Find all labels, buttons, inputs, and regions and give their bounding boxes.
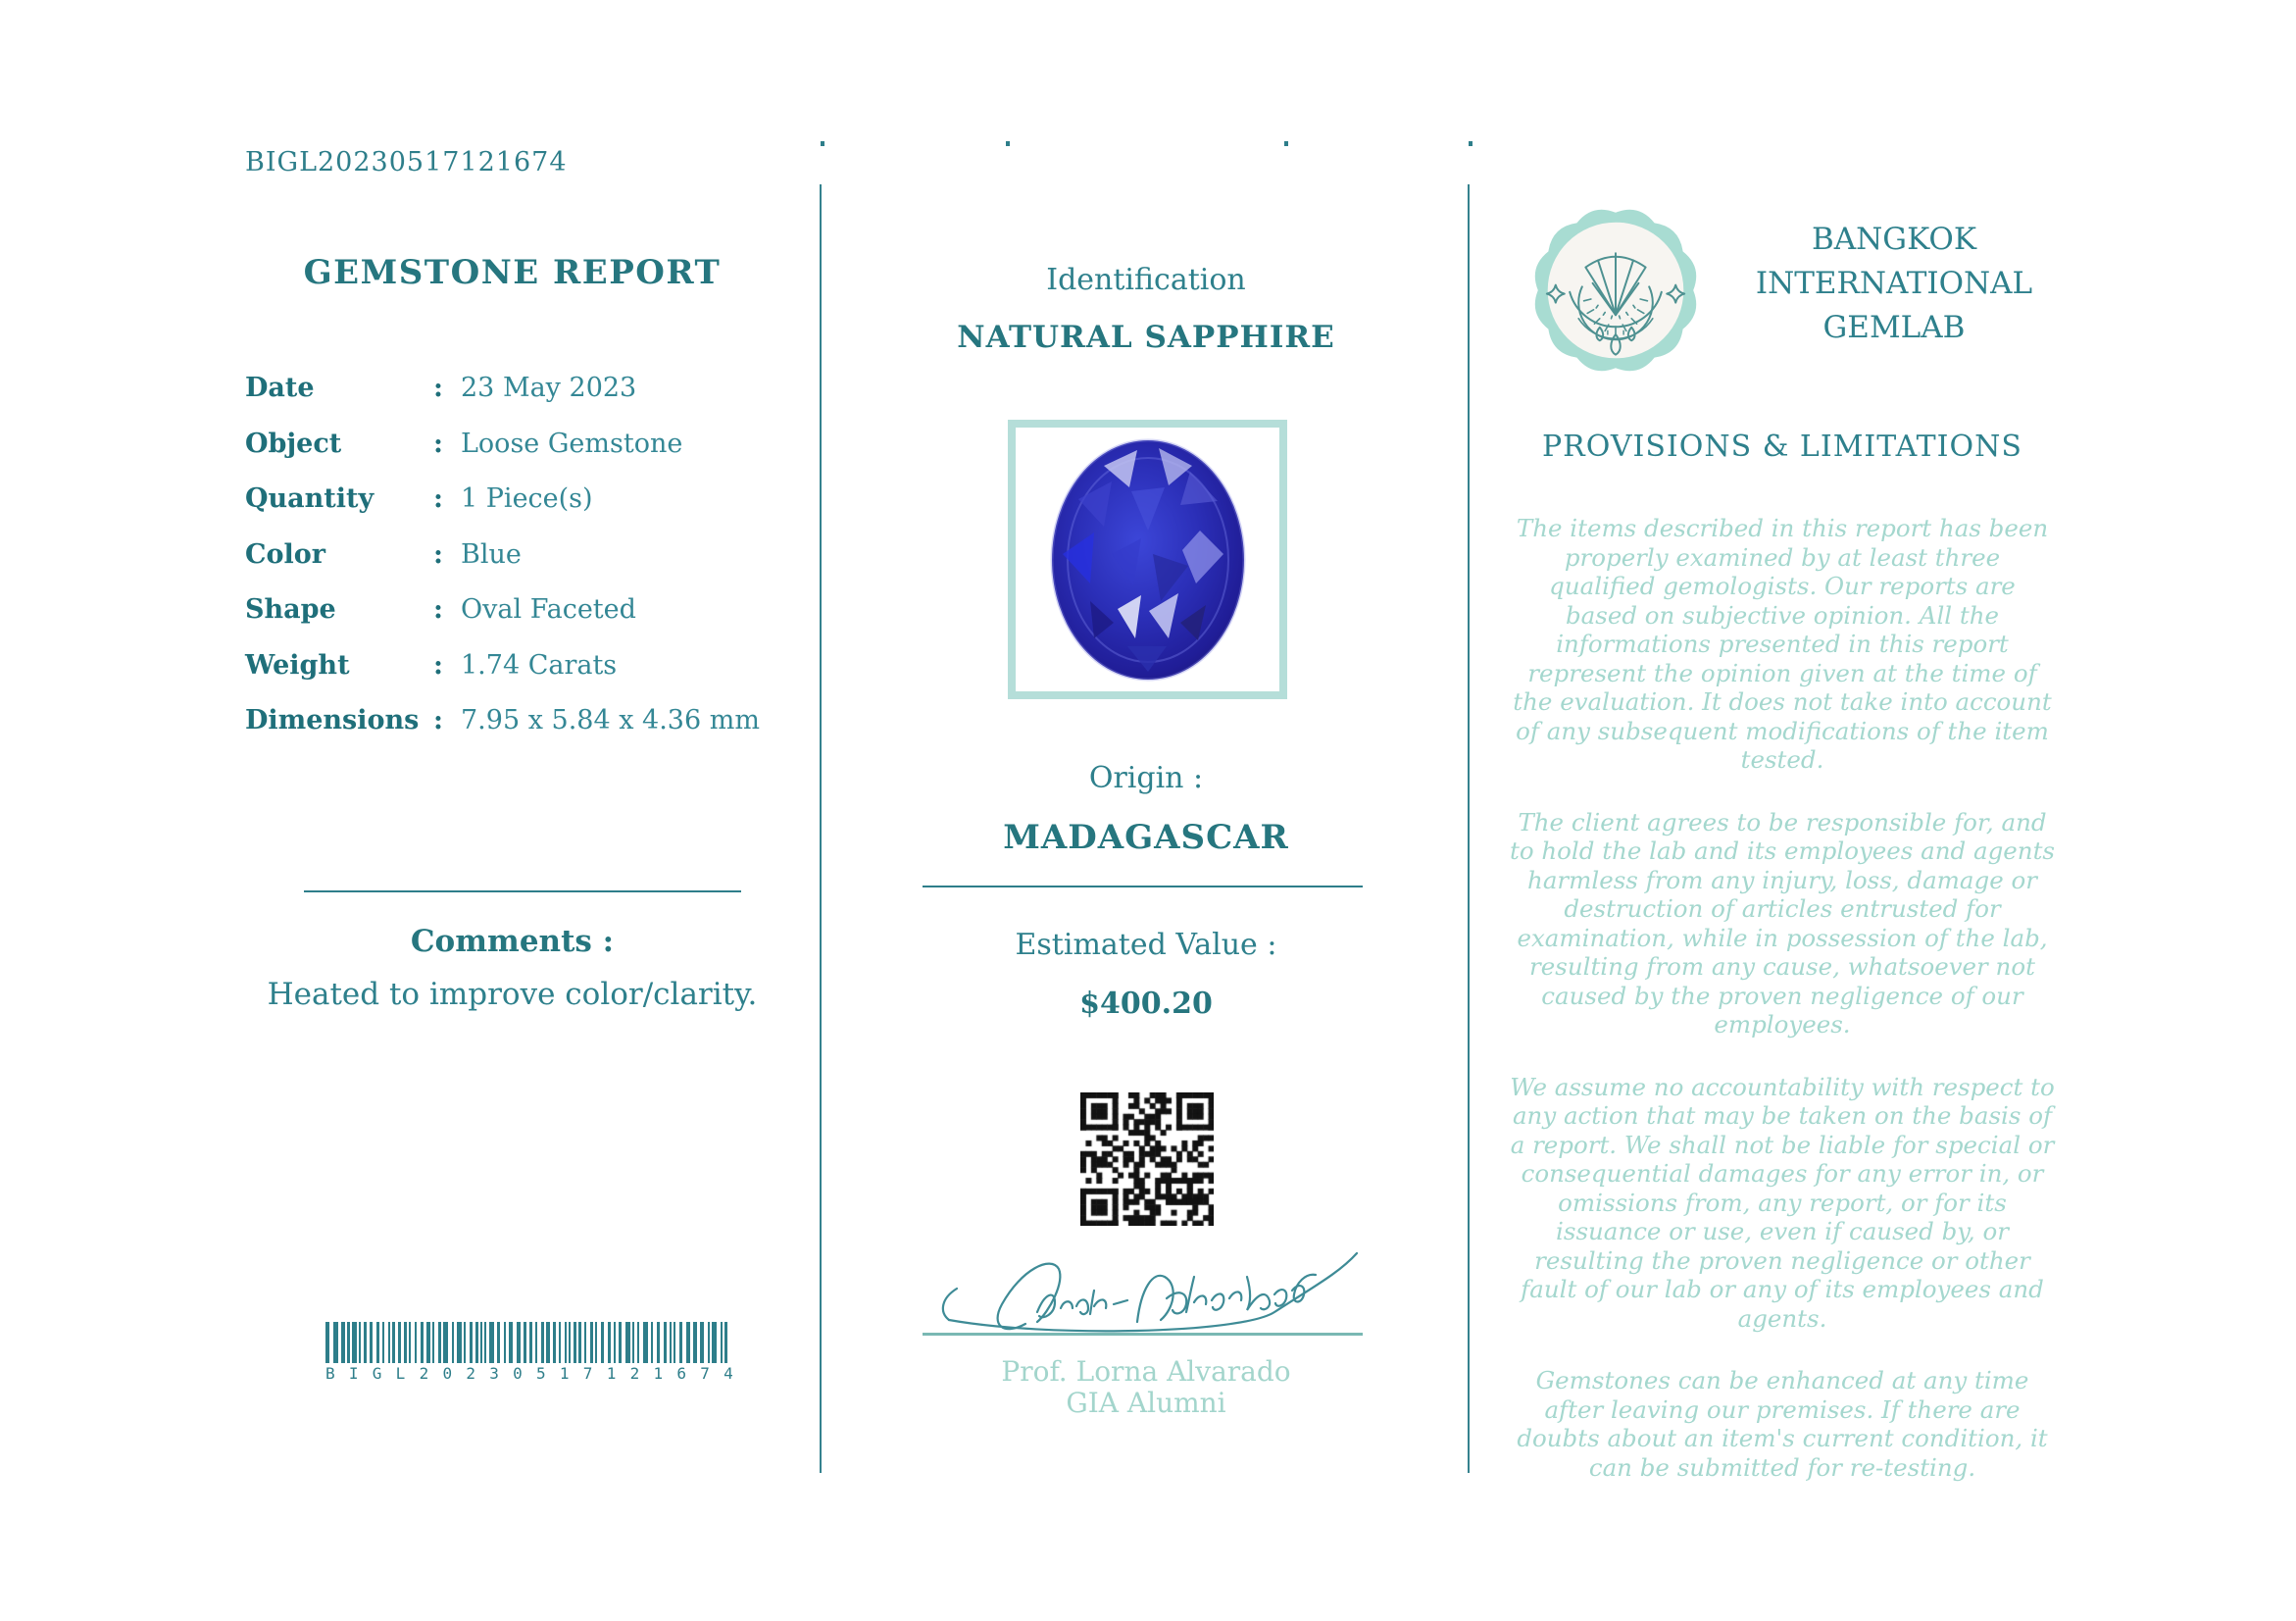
barcode-bar (637, 1322, 639, 1363)
barcode-char: 1 (606, 1364, 617, 1383)
barcode-bar (670, 1322, 672, 1363)
barcode-bar (347, 1322, 350, 1363)
barcode-bar (489, 1322, 494, 1363)
provisions-paragraph: The items described in this report has been properly examined by at least three qualified gemologists. Our reports are based on subjective opinion. All the informations presented in this report represent the opinion given at the time of the evaluation. It does not take into account of any subsequent modifications of the item tested. (1513, 514, 2052, 774)
comments-text: Heated to improve color/clarity. (267, 977, 758, 1012)
origin-value: MADAGASCAR (1003, 818, 1289, 857)
barcode-bar (657, 1322, 660, 1363)
barcode-bar (679, 1322, 682, 1363)
lab-badge-icon (1527, 202, 1704, 379)
barcode-bar (364, 1322, 367, 1363)
barcode-char: 6 (676, 1364, 686, 1383)
barcode-bar (625, 1322, 630, 1363)
field-value: 1.74 Carats (461, 649, 618, 681)
barcode-char: 5 (536, 1364, 546, 1383)
identification-heading: Identification (1046, 263, 1246, 297)
barcode-bar (443, 1322, 448, 1363)
field-row (245, 373, 794, 429)
barcode-bar (470, 1322, 473, 1363)
qr-code-icon (1080, 1092, 1214, 1226)
field-value: Oval Faceted (461, 594, 636, 625)
field-value: 7.95 x 5.84 x 4.36 mm (461, 705, 760, 735)
barcode-char: 7 (582, 1364, 593, 1383)
field-label: Shape (245, 594, 336, 625)
provisions-paragraph: Gemstones can be enhanced at any time after leaving our premises. If there are doubts about an item's current condition, it can be submitted for re-testing. (1517, 1366, 2048, 1482)
field-label: Color (245, 538, 325, 570)
barcode (325, 1322, 733, 1383)
barcode-bar (352, 1322, 357, 1363)
barcode-bar (686, 1322, 690, 1363)
field-row (245, 429, 794, 484)
barcode-bar (370, 1322, 373, 1363)
barcode-bar (398, 1322, 401, 1363)
barcode-bar (693, 1322, 697, 1363)
barcode-bar (388, 1322, 390, 1363)
field-value: 1 Piece(s) (461, 483, 593, 514)
barcode-char: I (348, 1364, 359, 1383)
field-label: Dimensions (245, 705, 420, 735)
crop-mark-dot (1469, 141, 1472, 146)
barcode-bar (333, 1322, 338, 1363)
barcode-char: L (395, 1364, 406, 1383)
barcode-char: 3 (489, 1364, 499, 1383)
barcode-bar (541, 1322, 544, 1363)
signature-icon (929, 1243, 1365, 1338)
barcode-bar (415, 1322, 417, 1363)
comments-heading: Comments : (410, 924, 615, 959)
barcode-bar (457, 1322, 462, 1363)
barcode-bar (590, 1322, 593, 1363)
barcode-bar (712, 1322, 717, 1363)
field-row (245, 650, 794, 706)
barcode-bar (674, 1322, 675, 1363)
field-row (245, 705, 794, 761)
barcode-bar (632, 1322, 634, 1363)
estimated-value-heading: Estimated Value : (1015, 928, 1277, 962)
barcode-bar (382, 1322, 384, 1363)
barcode-bar (409, 1322, 411, 1363)
field-separator: : (433, 428, 443, 459)
barcode-bar (608, 1322, 611, 1363)
barcode-bar (464, 1322, 466, 1363)
field-label: Weight (245, 649, 350, 681)
barcode-bar (700, 1322, 704, 1363)
field-separator: : (433, 538, 443, 570)
barcode-bar (601, 1322, 604, 1363)
field-separator: : (433, 483, 443, 514)
barcode-bar (426, 1322, 430, 1363)
barcode-bar (517, 1322, 521, 1363)
origin-heading: Origin : (1088, 761, 1204, 795)
gemstone-photo-frame (1008, 420, 1287, 699)
barcode-bar (475, 1322, 478, 1363)
barcode-bar (325, 1322, 329, 1363)
crop-mark-dot (821, 141, 824, 146)
lab-name-line: GEMLAB (1822, 310, 1966, 345)
barcode-bar (664, 1322, 667, 1363)
barcode-bar (565, 1322, 567, 1363)
barcode-bar (721, 1322, 723, 1363)
barcode-bar (643, 1322, 648, 1363)
barcode-bar (546, 1322, 550, 1363)
origin-value-divider (923, 886, 1363, 887)
barcode-char: 0 (513, 1364, 523, 1383)
barcode-bar (497, 1322, 500, 1363)
barcode-char: 0 (442, 1364, 453, 1383)
provisions-heading: PROVISIONS & LIMITATIONS (1542, 430, 2022, 464)
signer-title: GIA Alumni (1066, 1387, 1226, 1419)
barcode-char: G (372, 1364, 382, 1383)
barcode-bar (359, 1322, 361, 1363)
barcode-bar (724, 1322, 727, 1363)
barcode-bar (614, 1322, 616, 1363)
barcode-bar (341, 1322, 345, 1363)
comments-divider (304, 890, 741, 892)
barcode-bar (651, 1322, 653, 1363)
barcode-bar (574, 1322, 576, 1363)
lab-name (1727, 218, 2061, 350)
barcode-bar (553, 1322, 556, 1363)
barcode-bar (708, 1322, 710, 1363)
field-row (245, 539, 794, 595)
barcode-bar (569, 1322, 571, 1363)
barcode-bar (392, 1322, 395, 1363)
signer-name: Prof. Lorna Alvarado (1001, 1355, 1291, 1388)
field-separator: : (433, 594, 443, 625)
barcode-bar (584, 1322, 586, 1363)
barcode-bar (421, 1322, 424, 1363)
field-label: Object (245, 428, 342, 459)
estimated-value: $400.20 (1079, 987, 1213, 1021)
field-separator: : (433, 705, 443, 735)
barcode-bar (480, 1322, 482, 1363)
field-value: Blue (461, 538, 522, 570)
barcode-bar (438, 1322, 441, 1363)
barcode-bar (509, 1322, 513, 1363)
barcode-bar (524, 1322, 526, 1363)
field-row (245, 483, 794, 539)
field-row (245, 594, 794, 650)
report-fields-table (245, 373, 794, 761)
crop-mark-dot (1006, 141, 1010, 146)
barcode-text (325, 1364, 733, 1383)
barcode-bar (504, 1322, 506, 1363)
field-separator: : (433, 373, 443, 403)
barcode-char: 1 (653, 1364, 664, 1383)
barcode-char: 1 (559, 1364, 570, 1383)
barcode-bars-icon (325, 1322, 733, 1363)
barcode-char: 2 (629, 1364, 640, 1383)
barcode-bar (559, 1322, 561, 1363)
report-number: BIGL20230517121674 (245, 147, 568, 177)
field-value: Loose Gemstone (461, 428, 683, 459)
lab-name-line: BANGKOK (1812, 222, 1976, 257)
barcode-char: 2 (419, 1364, 429, 1383)
lab-name-line: INTERNATIONAL (1755, 266, 2033, 301)
barcode-char: 7 (700, 1364, 710, 1383)
barcode-char: 4 (724, 1364, 733, 1383)
barcode-char: 2 (466, 1364, 475, 1383)
barcode-bar (529, 1322, 532, 1363)
barcode-bar (376, 1322, 379, 1363)
provisions-text (1510, 514, 2055, 1515)
barcode-bar (432, 1322, 434, 1363)
page-title: GEMSTONE REPORT (303, 253, 722, 292)
provisions-paragraph: We assume no accountability with respect to any action that may be taken on the basis of a report. We shall not be liable for special or consequential damages for any error in, or omissions from, any report, or for its issuance or use, even if caused by, or resulting the proven negligence or other fault of our lab or any of its employees and agents. (1510, 1072, 2055, 1333)
barcode-bar (535, 1322, 537, 1363)
barcode-char: B (325, 1364, 335, 1383)
barcode-bar (619, 1322, 622, 1363)
barcode-bar (595, 1322, 597, 1363)
sapphire-gem-image (1043, 436, 1253, 684)
barcode-bar (452, 1322, 454, 1363)
barcode-bar (484, 1322, 486, 1363)
crop-mark-dot (1284, 141, 1288, 146)
field-label: Quantity (245, 483, 374, 514)
identification-value: NATURAL SAPPHIRE (957, 320, 1335, 355)
barcode-bar (404, 1322, 407, 1363)
field-separator: : (433, 649, 443, 681)
barcode-bar (578, 1322, 581, 1363)
field-value: 23 May 2023 (461, 373, 637, 403)
field-label: Date (245, 373, 315, 403)
signature-line (923, 1333, 1363, 1336)
provisions-paragraph: The client agrees to be responsible for, and to hold the lab and its employees and agents harmless from any injury, loss, damage or destruction of articles entrusted for examination, while in possession of the lab, resulting from any cause, whatsoever not caused by the proven negligence of our employees. (1510, 807, 2055, 1038)
